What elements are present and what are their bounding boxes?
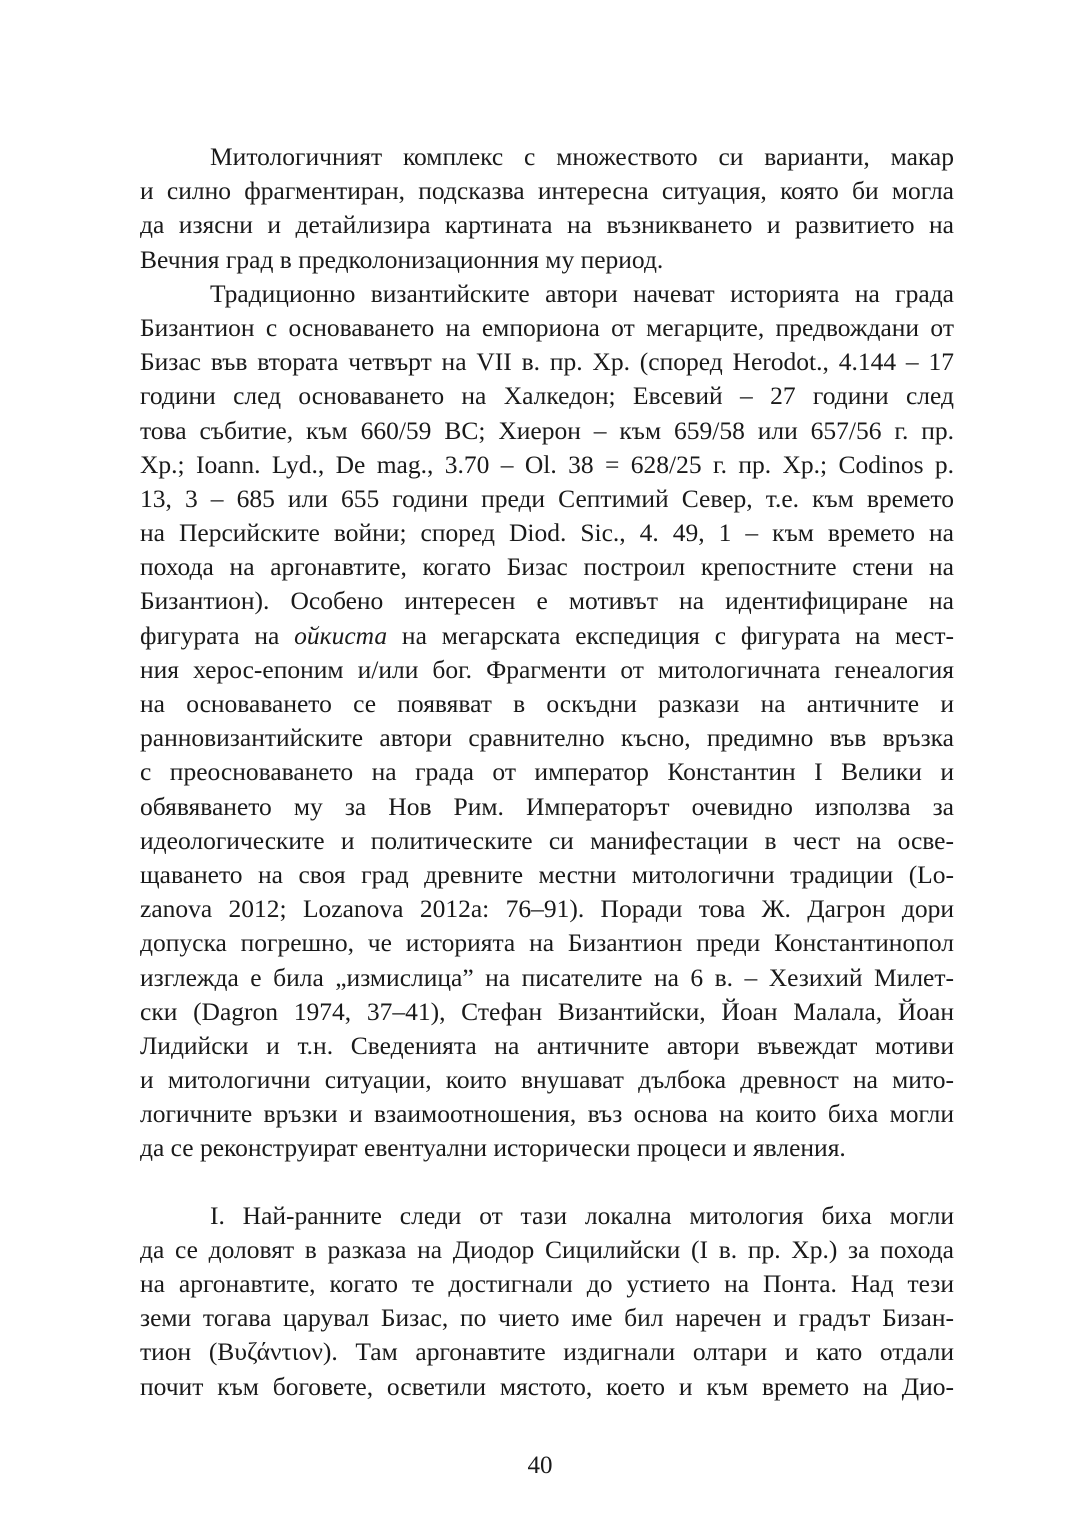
text-line: ния херос-епоним и/или бог. Фрагменти от митологичната генеалогия: [140, 654, 954, 684]
text-line: допуска погрешно, че историята на Бизантион преди Константинопол: [140, 928, 954, 958]
text-line: и силно фрагментиран, подсказва интересна ситуация, която би могла: [140, 176, 954, 206]
text-line: похода на аргонавтите, когато Бизас построил крепостните стени на: [140, 552, 954, 582]
text-line: да изясни и детайлизира картината на възникването и развитието на: [140, 210, 954, 240]
paragraph: [140, 277, 954, 1166]
document-page: [140, 140, 954, 1404]
page-number: 40: [527, 1452, 553, 1479]
text-line: на Персийските войни; според Diod. Sic., 4. 49, 1 – към времето на: [140, 518, 954, 548]
text-line: ски (Dagron 1974, 37–41), Стефан Византийски, Йоан Малала, Йоан: [140, 996, 954, 1026]
text-line: идеологическите и политическите си манифестации в чест на осве-: [140, 825, 954, 855]
text-line: щаването на своя град древните местни митологични традиции (Lo-: [140, 859, 954, 889]
text-line: да се доловят в разказа на Диодор Сицилийски (I в. пр. Хр.) за похода: [140, 1234, 954, 1264]
paragraph: [140, 140, 954, 277]
text-line: ранновизантийските автори сравнително късно, предимно във връзка: [140, 723, 954, 753]
text-line: логичните връзки и взаимоотношения, въз основа на които биха могли: [140, 1099, 954, 1129]
text-line: на основаването се появяват в оскъдни разкази на античните и: [140, 689, 954, 718]
text-line: това събитие, към 660/59 BC; Хиерон – към 659/58 или 657/56 г. пр.: [140, 415, 954, 445]
text-line: Вечния град в предколонизационния му период.: [140, 244, 664, 274]
text-line: с преосноваването на града от император Константин I Велики и: [140, 757, 954, 787]
text-line: на аргонавтите, когато те достигнали до устието на Понта. Над тези: [140, 1269, 954, 1298]
text-line: Лидийски и т.н. Сведенията на античните автори въвеждат мотиви: [140, 1030, 954, 1060]
italic-term: ойкиста: [294, 620, 388, 650]
text-fragment: на мегарската експедиция с фигурата на мест-: [387, 620, 954, 650]
text-line: и митологични ситуации, които внушават дълбока древност на мито-: [140, 1065, 954, 1095]
paragraph: [140, 1199, 954, 1404]
text-line: Бизантион). Особено интересен е мотивът на идентифициране на: [140, 586, 954, 616]
text-line: 13, 3 – 685 или 655 години преди Септимий Север, т.е. към времето: [140, 483, 954, 513]
text-line: изглежда е била „измислица” на писателите на 6 в. – Хезихий Милет-: [140, 962, 954, 992]
text-line: Митологичният комплекс с множеството си варианти, макар: [210, 142, 954, 171]
text-line: Бизас във втората четвърт на VII в. пр. Хр. (според Herodot., 4.144 – 17: [140, 347, 954, 377]
text-line: земи тогава царувал Бизас, по чието име бил наречен и градът Бизан-: [140, 1303, 954, 1333]
text-line: години след основаването на Халкедон; Евсевий – 27 години след: [140, 381, 954, 411]
text-line-with-italic: [140, 619, 954, 653]
text-line: тион (Βυζάντιον). Там аргонавтите издигнали олтари и като отдали: [140, 1337, 954, 1367]
text-line: да се реконструират евентуални исторически процеси и явления.: [140, 1133, 846, 1163]
text-line: Бизантион с основаването на емпориона от мегарците, предвождани от: [140, 312, 954, 342]
text-line: обявяването му за Нов Рим. Императорът очевидно използва за: [140, 791, 954, 821]
text-fragment: фигурата на: [140, 620, 295, 650]
text-line: Традиционно византийските автори начеват историята на града: [210, 278, 954, 308]
text-line: Хр.; Ioann. Lyd., De mag., 3.70 – Ol. 38 = 628/25 г. пр. Хр.; Codinos p.: [140, 449, 954, 479]
text-line: почит към боговете, осветили мястото, което и към времето на Дио-: [140, 1371, 954, 1401]
paragraph-gap: [140, 1166, 954, 1199]
text-line: zanova 2012; Lozanova 2012a: 76–91). Поради това Ж. Дагрон дори: [140, 894, 954, 924]
text-line: I. Най-ранните следи от тази локална митология биха могли: [210, 1200, 954, 1230]
